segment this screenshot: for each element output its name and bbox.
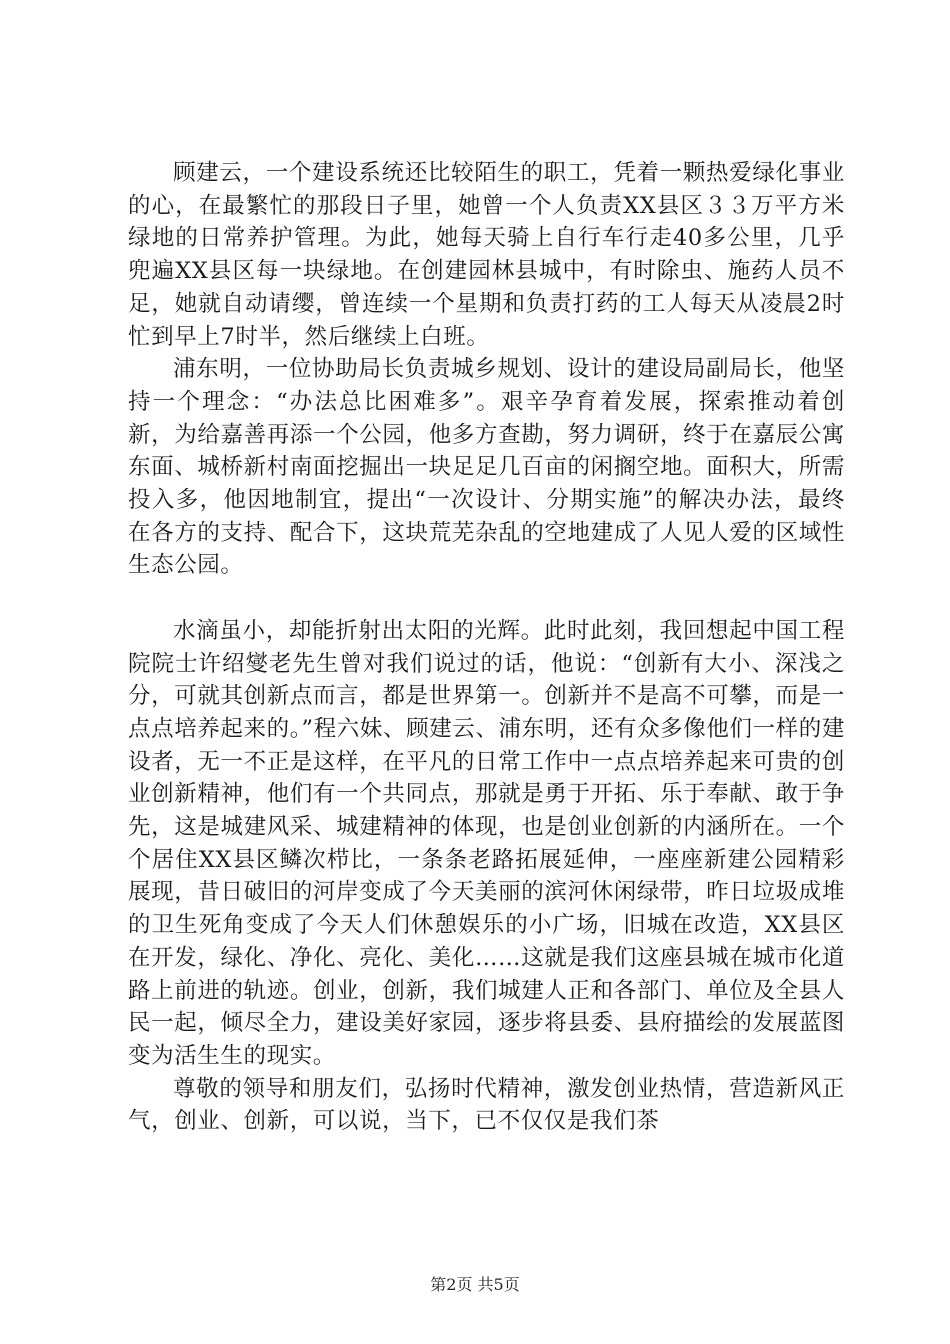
page-number-footer: 第2页 共5页 xyxy=(430,1275,520,1294)
paragraph-gu-jianyun: 顾建云，一个建设系统还比较陌生的职工，凭着一颗热爱绿化事业的心，在最繁忙的那段日子里，她曾一个人负责XX县区３３万平方米绿地的日常养护管理。为此，她每天骑上自行车行走40多公里，几乎兜遍XX县区每一块绿地。在创建园林县城中，有时除虫、施药人员不足，她就自动请缨，曾连续一个星期和负责打药的工人每天从凌晨2时忙到早上7时半，然后继续上白班。 xyxy=(128,160,845,350)
paragraph-respected-leaders: 尊敬的领导和朋友们，弘扬时代精神，激发创业热情，营造新风正气，创业、创新，可以说，当下，已不仅仅是我们茶 xyxy=(128,1075,845,1135)
paragraph-pu-dongming: 浦东明，一位协助局长负责城乡规划、设计的建设局副局长，他坚持一个理念：“办法总比困难多”。艰辛孕育着发展，探索推动着创新，为给嘉善再添一个公园，他多方查勘，努力调研，终于在嘉辰公寓东面、城桥新村南面挖掘出一块足足几百亩的闲搁空地。面积大，所需投入多，他因地制宜，提出“一次设计、分期实施”的解决办法，最终在各方的支持、配合下，这块荒芜杂乱的空地建成了人见人爱的区域性生态公园。 xyxy=(128,356,845,579)
paragraph-water-drop: 水滴虽小，却能折射出太阳的光辉。此时此刻，我回想起中国工程院院士许绍燮老先生曾对我们说过的话，他说：“创新有大小、深浅之分，可就其创新点而言，都是世界第一。创新并不是高不可攀，而是一点点培养起来的。”程六妹、顾建云、浦东明，还有众多像他们一样的建设者，无一不正是这样，在平凡的日常工作中一点点培养起来可贵的创业创新精神，他们有一个共同点，那就是勇于开拓、乐于奉献、敢于争先，这是城建风采、城建精神的体现，也是创业创新的内涵所在。一个个居住XX县区鳞次栉比，一条条老路拓展延伸，一座座新建公园精彩展现，昔日破旧的河岸变成了今天美丽的滨河休闲绿带，昨日垃圾成堆的卫生死角变成了今天人们休憩娱乐的小广场，旧城在改造，XX县区在开发，绿化、净化、亮化、美化……这就是我们这座县城在城市化道路上前进的轨迹。创业，创新，我们城建人正和各部门、单位及全县人民一起，倾尽全力，建设美好家园，逐步将县委、县府描绘的发展蓝图变为活生生的现实。 xyxy=(128,617,845,1069)
body-text xyxy=(128,157,845,1138)
paragraph-spacer xyxy=(128,582,845,615)
